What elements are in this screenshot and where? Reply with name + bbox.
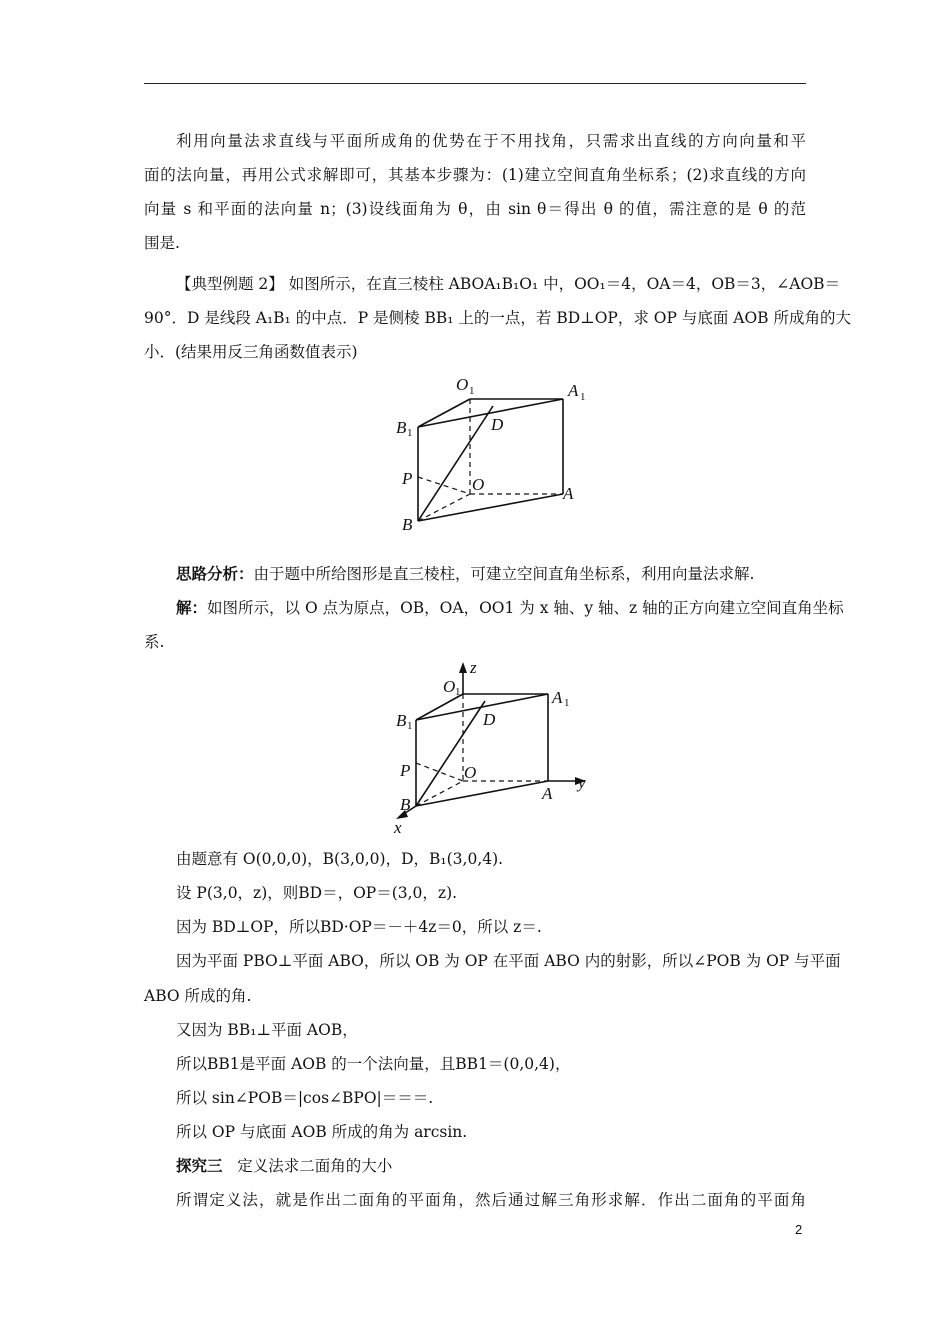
- text-line: 所谓定义法，就是作出二面角的平面角，然后通过解三角形求解．作出二面角的平面角: [176, 1191, 806, 1209]
- label-O1: O: [456, 375, 469, 394]
- axis-label-x: x: [394, 818, 402, 837]
- step-line: 所以BB1是平面 AOB 的一个法向量，且BB1＝(0,0,4)，: [176, 1055, 571, 1073]
- label-B: B: [402, 515, 413, 534]
- label-O1-sub: 1: [469, 385, 475, 397]
- step-line: 所以 sin∠POB＝|cos∠BPO|＝＝＝.: [176, 1089, 434, 1107]
- label-A1: A: [552, 688, 563, 707]
- prism-figure-2: [388, 658, 598, 838]
- text-line: 利用向量法求直线与平面所成角的优势在于不用找角，只需求出直线的方向向量和平: [176, 132, 806, 150]
- step-line: 由题意有 O(0,0,0)，B(3,0,0)，D，B₁(3,0,4).: [176, 850, 504, 868]
- solution-text: 如图所示，以 O 点为原点，OB，OA，OO1 为 x 轴、y 轴、z 轴的正方向建立空间直角坐标: [207, 599, 844, 617]
- axis-label-y: y: [578, 773, 586, 792]
- step-line: 设 P(3,0，z)，则BD＝，OP＝(3,0，z).: [176, 884, 458, 902]
- label-B: B: [400, 795, 411, 814]
- analysis-text: 由于题中所给图形是直三棱柱，可建立空间直角坐标系，利用向量法求解.: [253, 565, 755, 583]
- axis-label-z: z: [470, 658, 477, 677]
- prism-figure-1: [390, 372, 600, 537]
- text-line: 面的法向量，再用公式求解即可，其基本步骤为：(1)建立空间直角坐标系；(2)求直线的方向: [144, 166, 806, 184]
- solution-label: 解：: [176, 598, 208, 617]
- text-line: 围是.: [144, 234, 180, 252]
- label-A: A: [563, 484, 574, 503]
- label-B1-sub: 1: [407, 427, 413, 439]
- example-line: 小．(结果用反三角函数值表示): [144, 343, 358, 361]
- label-O: O: [464, 763, 477, 782]
- analysis-line: [176, 563, 806, 585]
- step-line: 因为平面 PBO⊥平面 ABO，所以 OB 为 OP 在平面 ABO 内的射影，所以∠POB 为 OP 与平面: [176, 952, 841, 970]
- text-line: 向量 s 和平面的法向量 n；(3)设线面角为 θ，由 sin θ＝得出 θ 的值，需注意的是 θ 的范: [144, 200, 806, 218]
- page-number: 2: [795, 1222, 803, 1237]
- example-line: 90°．D 是线段 A₁B₁ 的中点．P 是侧棱 BB₁ 上的一点，若 BD⊥OP，求 OP 与底面 AOB 所成角的大: [144, 309, 851, 327]
- solution-line: [176, 597, 844, 619]
- label-O1-sub: 1: [455, 686, 461, 698]
- example-line: 【典型例题 2】 如图所示，在直三棱柱 ABOA₁B₁O₁ 中，OO₁＝4，OA＝4，OB＝3，∠AOB＝: [176, 275, 841, 293]
- section-title: 定义法求二面角的大小: [237, 1157, 393, 1175]
- label-A: A: [542, 784, 553, 803]
- label-A1-sub: 1: [580, 391, 586, 403]
- label-P: P: [400, 761, 411, 780]
- label-A1: A: [568, 381, 579, 400]
- step-line: ABO 所成的角.: [144, 987, 252, 1005]
- step-line: 因为 BD⊥OP，所以BD·OP＝－＋4z＝0，所以 z＝.: [176, 918, 542, 936]
- solution-line: 系.: [144, 633, 165, 651]
- label-O1: O: [443, 677, 456, 696]
- label-D: D: [483, 710, 496, 729]
- label-D: D: [491, 415, 504, 434]
- label-P: P: [402, 469, 413, 488]
- analysis-label: 思路分析：: [176, 564, 254, 583]
- label-O: O: [472, 475, 485, 494]
- step-line: 所以 OP 与底面 AOB 所成的角为 arcsin.: [176, 1123, 468, 1141]
- label-B1: B: [396, 711, 407, 730]
- label-B1: B: [396, 418, 407, 437]
- label-B1-sub: 1: [407, 720, 413, 732]
- label-A1-sub: 1: [564, 697, 570, 709]
- step-line: 又因为 BB₁⊥平面 AOB，: [176, 1021, 358, 1039]
- header-rule: [144, 83, 806, 84]
- section-label: 探究三: [176, 1156, 223, 1175]
- section-heading: [176, 1155, 806, 1177]
